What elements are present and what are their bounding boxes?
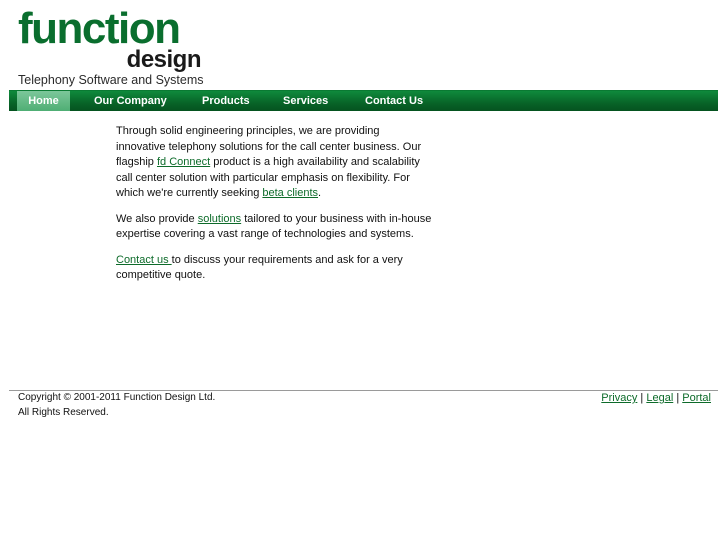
copyright-notice	[18, 391, 215, 420]
solutions-link[interactable]: solutions	[197, 212, 242, 225]
contact-us-link[interactable]: Contact us	[116, 253, 172, 266]
legal-link[interactable]: Legal	[646, 392, 674, 404]
logo-tagline: Telephony Software and Systems	[18, 73, 204, 87]
intro-text-2: product is a high availability and scalability call center solution with particular emphasis on flexibility. For which we're currently seeking	[116, 156, 420, 199]
intro-text-3: .	[318, 187, 322, 199]
nav-products[interactable]: Products	[202, 95, 250, 107]
contact-text: to discuss your requirements and ask for a very competitive quote.	[116, 253, 403, 281]
intro-text-1: Through solid engineering principles, we are providing innovative telephony solutions for the call center business. Our flagship	[116, 125, 422, 168]
solutions-text-2: tailored to your business with in-house expertise covering a vast range of technologies and systems.	[116, 212, 432, 240]
beta-clients-link[interactable]: beta clients	[262, 187, 319, 199]
main-navigation	[9, 90, 718, 111]
nav-our-company[interactable]: Our Company	[94, 95, 167, 107]
contact-paragraph	[116, 253, 432, 284]
logo-word-function: function	[18, 4, 180, 53]
privacy-link[interactable]: Privacy	[601, 392, 638, 404]
footer-separator: |	[640, 392, 644, 404]
fd-connect-link[interactable]: fd Connect	[156, 156, 211, 168]
company-logo[interactable]	[18, 6, 208, 88]
solutions-paragraph	[116, 212, 432, 243]
portal-link[interactable]: Portal	[682, 392, 711, 404]
footer-separator: |	[676, 392, 680, 404]
intro-paragraph	[116, 124, 432, 202]
nav-contact-us[interactable]: Contact Us	[365, 95, 424, 107]
copyright-line: Copyright © 2001-2011 Function Design Ltd.	[18, 392, 216, 403]
nav-services[interactable]: Services	[283, 95, 329, 107]
solutions-text-1: We also provide	[116, 212, 198, 225]
logo-word-design: design	[126, 46, 201, 73]
main-content	[116, 124, 432, 294]
nav-home[interactable]: Home	[17, 91, 70, 111]
rights-line: All Rights Reserved.	[18, 406, 109, 418]
footer-links	[601, 391, 711, 405]
